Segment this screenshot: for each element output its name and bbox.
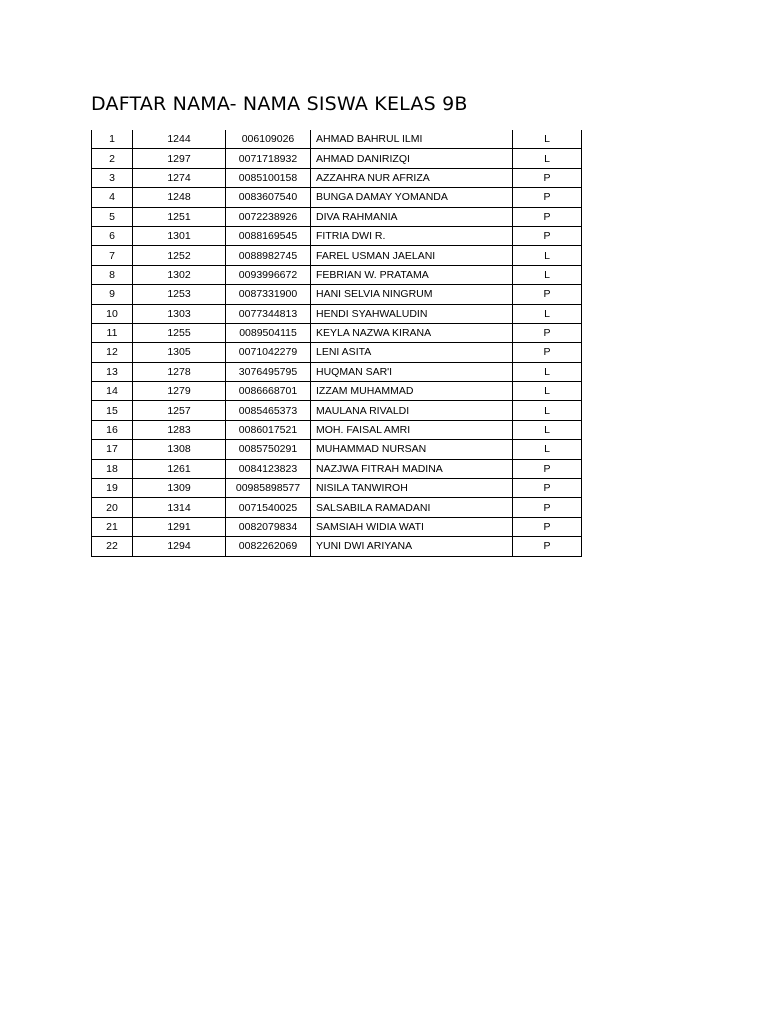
gender-cell: L [513, 420, 582, 439]
gender-cell: P [513, 323, 582, 342]
student-name-cell: NISILA TANWIROH [311, 479, 513, 498]
nis-cell: 1261 [133, 459, 226, 478]
student-name-cell: FAREL USMAN JAELANI [311, 246, 513, 265]
nisn-cell: 0071540025 [226, 498, 311, 517]
table-row [92, 440, 582, 459]
gender-cell: L [513, 440, 582, 459]
student-number-cell: 17 [92, 440, 133, 459]
student-name-cell: AHMAD DANIRIZQI [311, 149, 513, 168]
nisn-cell: 0082079834 [226, 517, 311, 536]
student-name-cell: AZZAHRA NUR AFRIZA [311, 168, 513, 187]
gender-cell: P [513, 207, 582, 226]
gender-cell: P [513, 343, 582, 362]
nis-cell: 1303 [133, 304, 226, 323]
gender-cell: P [513, 479, 582, 498]
nis-cell: 1248 [133, 188, 226, 207]
table-row [92, 517, 582, 536]
gender-cell: P [513, 285, 582, 304]
table-row [92, 246, 582, 265]
table-row [92, 401, 582, 420]
nisn-cell: 0087331900 [226, 285, 311, 304]
student-number-cell: 15 [92, 401, 133, 420]
gender-cell: P [513, 498, 582, 517]
nis-cell: 1305 [133, 343, 226, 362]
student-name-cell: IZZAM MUHAMMAD [311, 382, 513, 401]
student-name-cell: MOH. FAISAL AMRI [311, 420, 513, 439]
table-row [92, 130, 582, 149]
gender-cell: P [513, 168, 582, 187]
nisn-cell: 0085750291 [226, 440, 311, 459]
student-number-cell: 20 [92, 498, 133, 517]
nisn-cell: 3076495795 [226, 362, 311, 381]
nisn-cell: 0088982745 [226, 246, 311, 265]
student-name-cell: HANI SELVIA NINGRUM [311, 285, 513, 304]
nisn-cell: 0085100158 [226, 168, 311, 187]
student-number-cell: 11 [92, 323, 133, 342]
gender-cell: P [513, 226, 582, 245]
nis-cell: 1294 [133, 537, 226, 556]
student-name-cell: AHMAD BAHRUL ILMI [311, 130, 513, 149]
table-row [92, 168, 582, 187]
nis-cell: 1301 [133, 226, 226, 245]
gender-cell: L [513, 130, 582, 149]
table-row [92, 285, 582, 304]
table-row [92, 362, 582, 381]
student-number-cell: 22 [92, 537, 133, 556]
student-name-cell: MUHAMMAD NURSAN [311, 440, 513, 459]
nisn-cell: 0071042279 [226, 343, 311, 362]
student-number-cell: 2 [92, 149, 133, 168]
student-name-cell: FITRIA DWI R. [311, 226, 513, 245]
student-name-cell: FEBRIAN W. PRATAMA [311, 265, 513, 284]
student-number-cell: 8 [92, 265, 133, 284]
gender-cell: L [513, 265, 582, 284]
table-row [92, 343, 582, 362]
gender-cell: L [513, 382, 582, 401]
student-number-cell: 10 [92, 304, 133, 323]
student-name-cell: HUQMAN SAR'I [311, 362, 513, 381]
student-number-cell: 1 [92, 130, 133, 149]
nisn-cell: 006109026 [226, 130, 311, 149]
nis-cell: 1244 [133, 130, 226, 149]
student-name-cell: SAMSIAH WIDIA WATI [311, 517, 513, 536]
student-name-cell: YUNI DWI ARIYANA [311, 537, 513, 556]
student-number-cell: 3 [92, 168, 133, 187]
student-name-cell: LENI ASITA [311, 343, 513, 362]
nis-cell: 1302 [133, 265, 226, 284]
student-number-cell: 19 [92, 479, 133, 498]
nis-cell: 1308 [133, 440, 226, 459]
table-row [92, 188, 582, 207]
student-number-cell: 13 [92, 362, 133, 381]
student-number-cell: 12 [92, 343, 133, 362]
table-row [92, 207, 582, 226]
gender-cell: P [513, 188, 582, 207]
student-number-cell: 5 [92, 207, 133, 226]
gender-cell: P [513, 517, 582, 536]
table-row [92, 479, 582, 498]
nisn-cell: 0089504115 [226, 323, 311, 342]
nis-cell: 1309 [133, 479, 226, 498]
gender-cell: L [513, 149, 582, 168]
student-number-cell: 9 [92, 285, 133, 304]
table-row [92, 149, 582, 168]
student-name-cell: BUNGA DAMAY YOMANDA [311, 188, 513, 207]
nisn-cell: 0083607540 [226, 188, 311, 207]
gender-cell: P [513, 537, 582, 556]
table-row [92, 420, 582, 439]
nisn-cell: 0071718932 [226, 149, 311, 168]
nis-cell: 1297 [133, 149, 226, 168]
nis-cell: 1274 [133, 168, 226, 187]
student-name-cell: DIVA RAHMANIA [311, 207, 513, 226]
nisn-cell: 0086017521 [226, 420, 311, 439]
nis-cell: 1279 [133, 382, 226, 401]
nisn-cell: 0093996672 [226, 265, 311, 284]
student-name-cell: HENDI SYAHWALUDIN [311, 304, 513, 323]
student-table [91, 130, 582, 557]
student-number-cell: 7 [92, 246, 133, 265]
nisn-cell: 0082262069 [226, 537, 311, 556]
nisn-cell: 0077344813 [226, 304, 311, 323]
student-name-cell: MAULANA RIVALDI [311, 401, 513, 420]
nisn-cell: 0085465373 [226, 401, 311, 420]
table-row [92, 226, 582, 245]
gender-cell: L [513, 401, 582, 420]
gender-cell: L [513, 246, 582, 265]
nis-cell: 1278 [133, 362, 226, 381]
nis-cell: 1255 [133, 323, 226, 342]
table-row [92, 498, 582, 517]
nis-cell: 1283 [133, 420, 226, 439]
student-number-cell: 16 [92, 420, 133, 439]
table-row [92, 382, 582, 401]
nisn-cell: 0086668701 [226, 382, 311, 401]
nisn-cell: 0088169545 [226, 226, 311, 245]
gender-cell: L [513, 362, 582, 381]
gender-cell: L [513, 304, 582, 323]
student-number-cell: 4 [92, 188, 133, 207]
gender-cell: P [513, 459, 582, 478]
nisn-cell: 0084123823 [226, 459, 311, 478]
student-number-cell: 18 [92, 459, 133, 478]
nis-cell: 1257 [133, 401, 226, 420]
student-number-cell: 14 [92, 382, 133, 401]
nis-cell: 1252 [133, 246, 226, 265]
table-row [92, 537, 582, 556]
nis-cell: 1314 [133, 498, 226, 517]
table-row [92, 323, 582, 342]
table-row [92, 265, 582, 284]
student-name-cell: NAZJWA FITRAH MADINA [311, 459, 513, 478]
nis-cell: 1291 [133, 517, 226, 536]
student-number-cell: 21 [92, 517, 133, 536]
student-number-cell: 6 [92, 226, 133, 245]
nis-cell: 1253 [133, 285, 226, 304]
student-table-body [92, 130, 582, 556]
nis-cell: 1251 [133, 207, 226, 226]
page-title: DAFTAR NAMA- NAMA SISWA KELAS 9B [91, 93, 468, 115]
table-row [92, 459, 582, 478]
nisn-cell: 0072238926 [226, 207, 311, 226]
table-row [92, 304, 582, 323]
student-name-cell: KEYLA NAZWA KIRANA [311, 323, 513, 342]
nisn-cell: 00985898577 [226, 479, 311, 498]
student-name-cell: SALSABILA RAMADANI [311, 498, 513, 517]
